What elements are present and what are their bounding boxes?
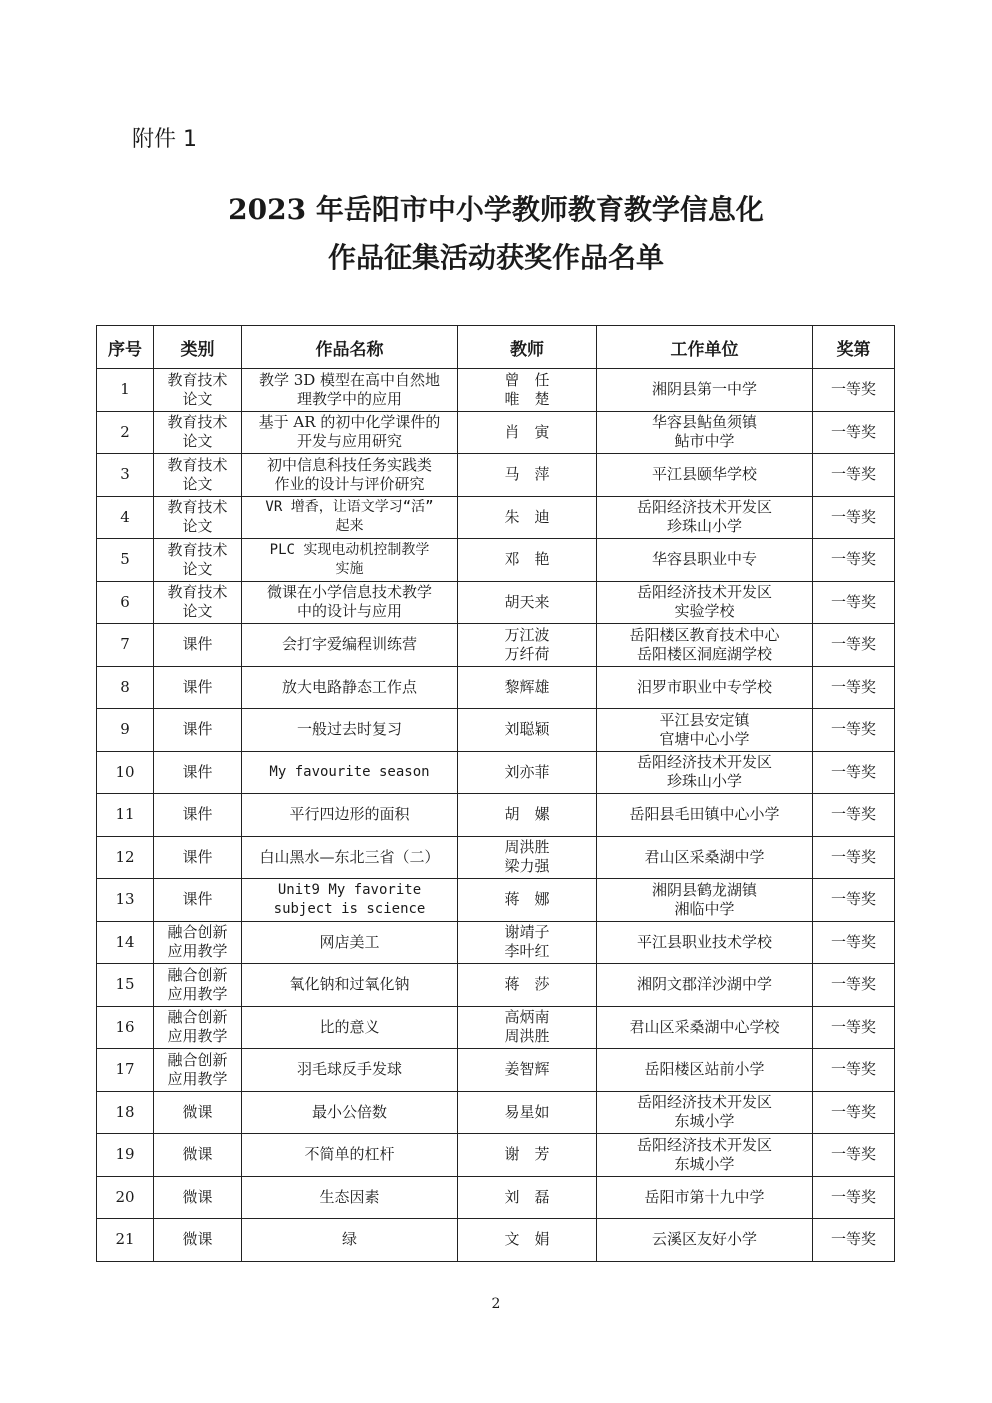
table-row (97, 496, 895, 539)
cell-category: 教育技术 论文 (154, 581, 242, 624)
cell-teacher: 周洪胜 梁力强 (458, 836, 597, 879)
cell-teacher: 文 娟 (458, 1219, 597, 1262)
cell-award: 一等奖 (813, 1134, 895, 1177)
cell-award: 一等奖 (813, 454, 895, 497)
cell-unit: 君山区采桑湖中学 (597, 836, 813, 879)
cell-award: 一等奖 (813, 964, 895, 1007)
cell-no: 3 (97, 454, 154, 497)
cell-work: 教学 3D 模型在高中自然地 理教学中的应用 (242, 369, 458, 412)
cell-work: Unit9 My favorite subject is science (242, 879, 458, 922)
cell-category: 融合创新 应用教学 (154, 1006, 242, 1049)
cell-work: 氧化钠和过氧化钠 (242, 964, 458, 1007)
cell-teacher: 刘亦菲 (458, 751, 597, 794)
cell-unit: 岳阳楼区教育技术中心 岳阳楼区洞庭湖学校 (597, 624, 813, 667)
cell-no: 20 (97, 1176, 154, 1219)
cell-no: 14 (97, 921, 154, 964)
cell-category: 融合创新 应用教学 (154, 1049, 242, 1092)
cell-award: 一等奖 (813, 624, 895, 667)
cell-unit: 平江县安定镇 官塘中心小学 (597, 709, 813, 752)
cell-no: 2 (97, 411, 154, 454)
cell-work: 放大电路静态工作点 (242, 666, 458, 709)
cell-category: 教育技术 论文 (154, 454, 242, 497)
cell-teacher: 黎辉雄 (458, 666, 597, 709)
cell-unit: 岳阳市第十九中学 (597, 1176, 813, 1219)
cell-work: VR 增香，让语文学习“活” 起来 (242, 496, 458, 539)
cell-no: 12 (97, 836, 154, 879)
cell-category: 课件 (154, 794, 242, 837)
cell-award: 一等奖 (813, 1176, 895, 1219)
document-title-line1: 2023 年岳阳市中小学教师教育教学信息化 (228, 193, 764, 226)
cell-category: 微课 (154, 1091, 242, 1134)
cell-award: 一等奖 (813, 369, 895, 412)
cell-unit: 岳阳县毛田镇中心小学 (597, 794, 813, 837)
cell-work: 最小公倍数 (242, 1091, 458, 1134)
cell-no: 21 (97, 1219, 154, 1262)
cell-work: 微课在小学信息技术教学 中的设计与应用 (242, 581, 458, 624)
cell-teacher: 马 萍 (458, 454, 597, 497)
cell-unit: 岳阳经济技术开发区 珍珠山小学 (597, 751, 813, 794)
cell-award: 一等奖 (813, 539, 895, 582)
cell-no: 10 (97, 751, 154, 794)
table-row (97, 411, 895, 454)
header-no: 序号 (97, 326, 154, 369)
cell-no: 1 (97, 369, 154, 412)
table-row (97, 1006, 895, 1049)
cell-unit: 君山区采桑湖中心学校 (597, 1006, 813, 1049)
table-row (97, 1134, 895, 1177)
cell-unit: 岳阳经济技术开发区 东城小学 (597, 1091, 813, 1134)
cell-unit: 平江县职业技术学校 (597, 921, 813, 964)
cell-category: 教育技术 论文 (154, 411, 242, 454)
cell-award: 一等奖 (813, 1006, 895, 1049)
table-body (97, 369, 895, 1262)
header-category: 类别 (154, 326, 242, 369)
cell-unit: 湘阴县第一中学 (597, 369, 813, 412)
cell-teacher: 胡天来 (458, 581, 597, 624)
cell-work: 一般过去时复习 (242, 709, 458, 752)
cell-award: 一等奖 (813, 879, 895, 922)
cell-category: 课件 (154, 666, 242, 709)
table-header-row (97, 326, 895, 369)
cell-no: 13 (97, 879, 154, 922)
cell-unit: 岳阳经济技术开发区 珍珠山小学 (597, 496, 813, 539)
cell-work: My favourite season (242, 751, 458, 794)
table-row (97, 709, 895, 752)
cell-category: 课件 (154, 751, 242, 794)
cell-unit: 湘阴文郡洋沙湖中学 (597, 964, 813, 1007)
cell-work: 初中信息科技任务实践类 作业的设计与评价研究 (242, 454, 458, 497)
cell-no: 5 (97, 539, 154, 582)
cell-award: 一等奖 (813, 1049, 895, 1092)
cell-teacher: 谢 芳 (458, 1134, 597, 1177)
page-number: 2 (491, 1296, 501, 1312)
table-row (97, 539, 895, 582)
cell-award: 一等奖 (813, 836, 895, 879)
table-row (97, 751, 895, 794)
cell-work: PLC 实现电动机控制教学 实施 (242, 539, 458, 582)
header-teacher: 教师 (458, 326, 597, 369)
table-row (97, 794, 895, 837)
cell-unit: 岳阳经济技术开发区 实验学校 (597, 581, 813, 624)
cell-award: 一等奖 (813, 1219, 895, 1262)
table-row (97, 1176, 895, 1219)
table-row (97, 666, 895, 709)
cell-teacher: 肖 寅 (458, 411, 597, 454)
attachment-label: 附件 1 (132, 127, 197, 152)
cell-teacher: 蒋 娜 (458, 879, 597, 922)
cell-teacher: 刘聪颖 (458, 709, 597, 752)
cell-work: 基于 AR 的初中化学课件的 开发与应用研究 (242, 411, 458, 454)
table-row (97, 1219, 895, 1262)
cell-no: 19 (97, 1134, 154, 1177)
cell-no: 15 (97, 964, 154, 1007)
cell-teacher: 易星如 (458, 1091, 597, 1134)
document-title-line2: 作品征集活动获奖作品名单 (327, 241, 664, 274)
cell-no: 9 (97, 709, 154, 752)
cell-category: 教育技术 论文 (154, 539, 242, 582)
cell-award: 一等奖 (813, 666, 895, 709)
cell-no: 17 (97, 1049, 154, 1092)
cell-unit: 岳阳楼区站前小学 (597, 1049, 813, 1092)
cell-teacher: 万江波 万纤荷 (458, 624, 597, 667)
cell-award: 一等奖 (813, 921, 895, 964)
cell-no: 4 (97, 496, 154, 539)
cell-award: 一等奖 (813, 411, 895, 454)
table-row (97, 921, 895, 964)
cell-work: 生态因素 (242, 1176, 458, 1219)
cell-award: 一等奖 (813, 709, 895, 752)
cell-award: 一等奖 (813, 1091, 895, 1134)
awards-table (96, 325, 895, 1262)
cell-award: 一等奖 (813, 751, 895, 794)
cell-teacher: 姜智辉 (458, 1049, 597, 1092)
cell-no: 18 (97, 1091, 154, 1134)
cell-unit: 华容县鲇鱼须镇 鲇市中学 (597, 411, 813, 454)
cell-work: 羽毛球反手发球 (242, 1049, 458, 1092)
cell-category: 课件 (154, 624, 242, 667)
cell-no: 7 (97, 624, 154, 667)
table-row (97, 879, 895, 922)
cell-teacher: 胡 嫘 (458, 794, 597, 837)
cell-unit: 湘阴县鹤龙湖镇 湘临中学 (597, 879, 813, 922)
cell-category: 融合创新 应用教学 (154, 964, 242, 1007)
cell-category: 教育技术 论文 (154, 369, 242, 412)
cell-teacher: 刘 磊 (458, 1176, 597, 1219)
cell-teacher: 谢靖子 李叶红 (458, 921, 597, 964)
cell-no: 8 (97, 666, 154, 709)
cell-unit: 平江县颐华学校 (597, 454, 813, 497)
cell-unit: 汨罗市职业中专学校 (597, 666, 813, 709)
cell-work: 会打字爱编程训练营 (242, 624, 458, 667)
cell-category: 课件 (154, 836, 242, 879)
table-row (97, 836, 895, 879)
table-row (97, 454, 895, 497)
cell-category: 微课 (154, 1219, 242, 1262)
header-unit: 工作单位 (597, 326, 813, 369)
cell-teacher: 朱 迪 (458, 496, 597, 539)
cell-award: 一等奖 (813, 496, 895, 539)
cell-work: 白山黑水—东北三省（二） (242, 836, 458, 879)
cell-unit: 云溪区友好小学 (597, 1219, 813, 1262)
cell-work: 比的意义 (242, 1006, 458, 1049)
cell-no: 6 (97, 581, 154, 624)
cell-unit: 岳阳经济技术开发区 东城小学 (597, 1134, 813, 1177)
table-row (97, 964, 895, 1007)
cell-no: 16 (97, 1006, 154, 1049)
cell-work: 平行四边形的面积 (242, 794, 458, 837)
table-row (97, 624, 895, 667)
cell-teacher: 蒋 莎 (458, 964, 597, 1007)
cell-category: 课件 (154, 709, 242, 752)
cell-category: 课件 (154, 879, 242, 922)
table-row (97, 1049, 895, 1092)
cell-work: 不简单的杠杆 (242, 1134, 458, 1177)
cell-category: 融合创新 应用教学 (154, 921, 242, 964)
cell-award: 一等奖 (813, 794, 895, 837)
cell-work: 网店美工 (242, 921, 458, 964)
cell-unit: 华容县职业中专 (597, 539, 813, 582)
cell-award: 一等奖 (813, 581, 895, 624)
cell-no: 11 (97, 794, 154, 837)
cell-category: 微课 (154, 1176, 242, 1219)
cell-teacher: 高炳南 周洪胜 (458, 1006, 597, 1049)
table-row (97, 369, 895, 412)
header-work: 作品名称 (242, 326, 458, 369)
cell-teacher: 邓 艳 (458, 539, 597, 582)
cell-work: 绿 (242, 1219, 458, 1262)
table-row (97, 1091, 895, 1134)
cell-category: 教育技术 论文 (154, 496, 242, 539)
table-row (97, 581, 895, 624)
header-award: 奖第 (813, 326, 895, 369)
cell-category: 微课 (154, 1134, 242, 1177)
cell-teacher: 曾 任 唯 楚 (458, 369, 597, 412)
